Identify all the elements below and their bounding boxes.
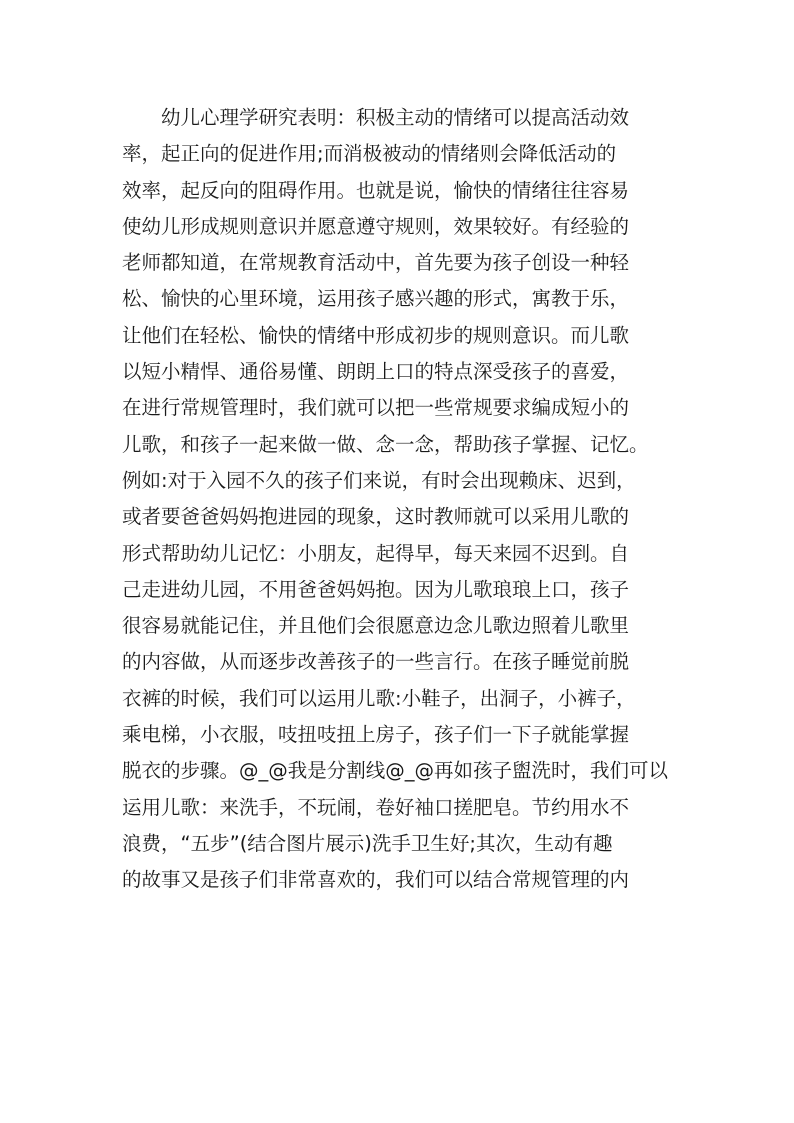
text-line: 让他们在轻松、愉快的情绪中形成初步的规则意识。而儿歌 [122,323,630,347]
text-line: 老师都知道，在常规教育活动中，首先要为孩子创设一种轻 [122,251,630,275]
text-line: 的故事又是孩子们非常喜欢的，我们可以结合常规管理的内 [122,868,630,892]
body-paragraph [122,100,682,899]
text-line: 率，起正向的促进作用;而消极被动的情绪则会降低活动的 [122,142,617,166]
text-line: 使幼儿形成规则意识并愿意遵守规则，效果较好。有经验的 [122,214,630,238]
text-line: 形式帮助幼儿记忆：小朋友，起得早，每天来园不迟到。自 [122,541,630,565]
text-line: 浪费，“五步”(结合图片展示)洗手卫生好;其次，生动有趣 [122,831,613,855]
text-line: 效率，起反向的阻碍作用。也就是说，愉快的情绪往往容易 [122,178,630,202]
text-line: 在进行常规管理时，我们就可以把一些常规要求编成短小的 [122,396,630,420]
text-line: 脱衣的步骤。@_@我是分割线@_@再如孩子盥洗时，我们可以 [122,759,669,783]
text-line: 例如:对于入园不久的孩子们来说，有时会出现赖床、迟到， [122,468,636,492]
text-line: 以短小精悍、通俗易懂、朗朗上口的特点深受孩子的喜爱， [122,360,630,384]
text-line: 或者要爸爸妈妈抱进园的现象，这时教师就可以采用儿歌的 [122,505,630,529]
text-line: 己走进幼儿园，不用爸爸妈妈抱。因为儿歌琅琅上口，孩子 [122,577,630,601]
text-line: 松、愉快的心里环境，运用孩子感兴趣的形式，寓教于乐， [122,287,630,311]
text-line: 衣裤的时候，我们可以运用儿歌:小鞋子，出洞子，小裤子， [122,686,636,710]
text-line: 幼儿心理学研究表明：积极主动的情绪可以提高活动效 [161,106,630,129]
text-line: 儿歌，和孩子一起来做一做、念一念，帮助孩子掌握、记忆。 [122,432,649,456]
text-line: 运用儿歌：来洗手，不玩闹，卷好袖口搓肥皂。节约用水不 [122,795,630,819]
text-line: 乘电梯，小衣服，吱扭吱扭上房子，孩子们一下子就能掌握 [122,723,630,747]
text-line: 很容易就能记住，并且他们会很愿意边念儿歌边照着儿歌里 [122,614,630,638]
text-line: 的内容做，从而逐步改善孩子的一些言行。在孩子睡觉前脱 [122,650,630,674]
